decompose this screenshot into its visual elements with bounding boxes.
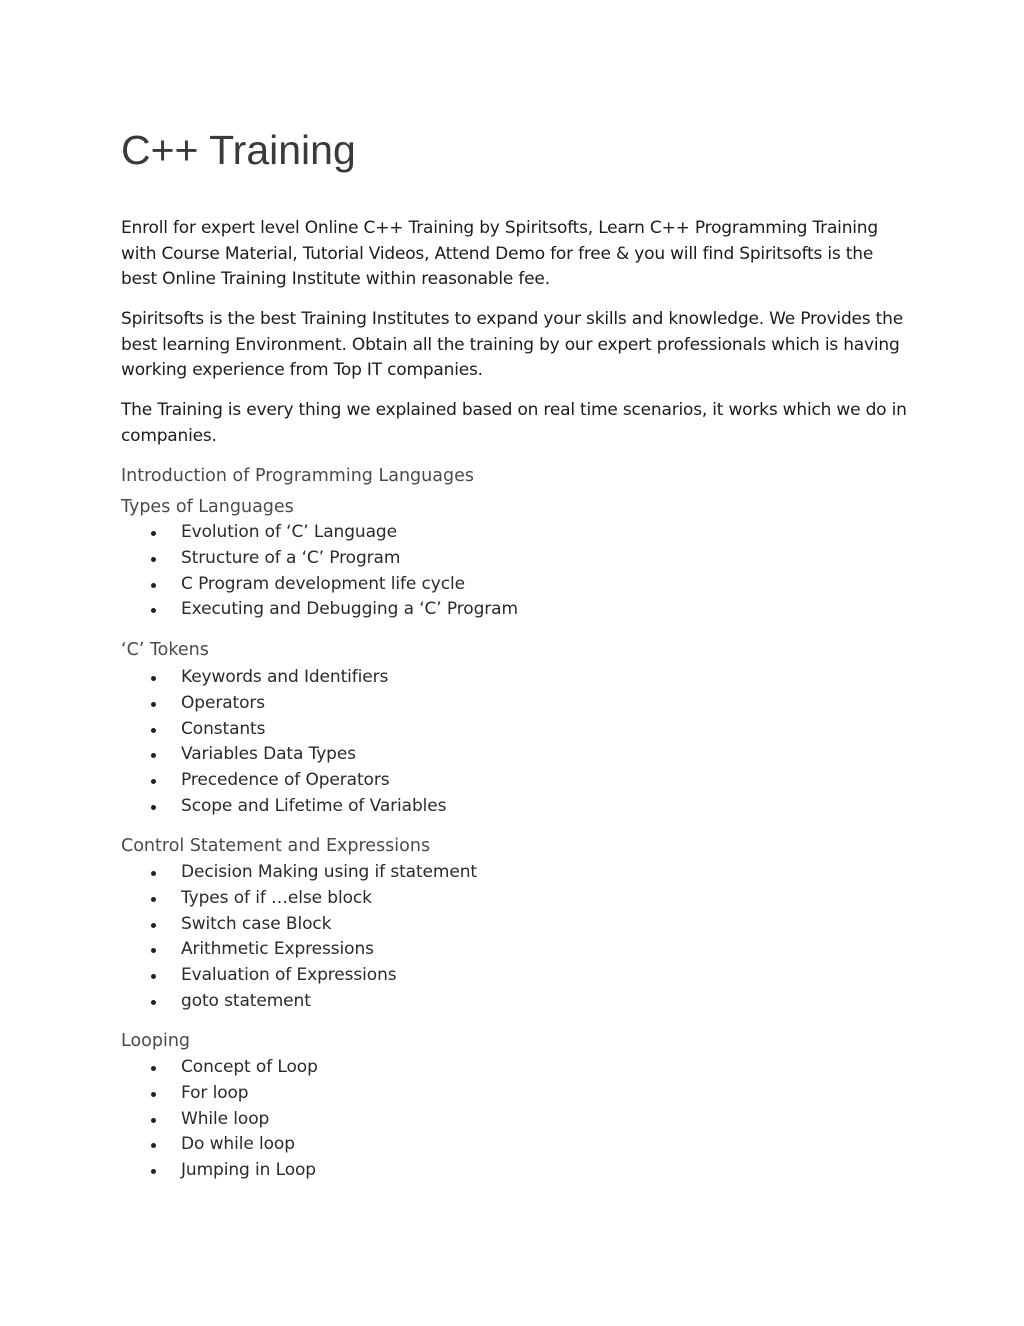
list-item — [121, 768, 446, 794]
bullet-icon — [151, 1092, 156, 1097]
bullet-icon — [151, 1000, 156, 1005]
list-item — [121, 1055, 318, 1081]
bullet-icon — [151, 948, 156, 953]
list-item-label: Scope and Lifetime of Variables — [181, 795, 447, 816]
list-item — [121, 989, 477, 1015]
control-statements-list — [121, 860, 477, 1015]
bullet-icon — [151, 557, 156, 562]
list-item — [121, 742, 446, 768]
section-heading-types-of-languages: Types of Languages — [121, 497, 294, 517]
bullet-icon — [151, 805, 156, 810]
bullet-icon — [151, 779, 156, 784]
list-item-label: Switch case Block — [181, 913, 332, 934]
bullet-icon — [151, 608, 156, 613]
list-item-label: Do while loop — [181, 1134, 295, 1155]
list-item — [121, 860, 477, 886]
list-item — [121, 963, 477, 989]
list-item — [121, 665, 446, 691]
list-item — [121, 1132, 318, 1158]
list-item-label: Precedence of Operators — [181, 770, 390, 791]
bullet-icon — [151, 531, 156, 536]
list-item — [121, 546, 518, 572]
list-item — [121, 1081, 318, 1107]
list-item — [121, 794, 446, 820]
list-item-label: Operators — [181, 692, 266, 713]
c-tokens-list — [121, 665, 446, 820]
training-paragraph: The Training is every thing we explained based on real time scenarios, it works which we do in companies. — [121, 400, 907, 446]
bullet-icon — [151, 1143, 156, 1148]
list-item — [121, 912, 477, 938]
bullet-icon — [151, 923, 156, 928]
list-item — [121, 520, 518, 546]
bullet-icon — [151, 974, 156, 979]
list-item-label: Structure of a ‘C’ Program — [181, 547, 401, 568]
list-item — [121, 886, 477, 912]
list-item-label: Variables Data Types — [181, 744, 356, 765]
bullet-icon — [151, 753, 156, 758]
types-of-languages-list — [121, 520, 518, 623]
bullet-icon — [151, 1118, 156, 1123]
list-item-label: Constants — [181, 718, 266, 739]
page-title: C++ Training — [121, 127, 356, 173]
list-item — [121, 717, 446, 743]
list-item-label: Concept of Loop — [181, 1057, 318, 1077]
list-item — [121, 597, 518, 623]
list-item-label: Keywords and Identifiers — [181, 667, 389, 687]
list-item-label: Types of if …else block — [181, 887, 372, 908]
looping-list — [121, 1055, 318, 1184]
intro-paragraph: Enroll for expert level Online C++ Training by Spiritsofts, Learn C++ Programming Training with Course Material, Tutorial Videos, Attend Demo for free & you will find Spiritsofts is the best Online Training Institute within reasonable fee. — [121, 218, 878, 290]
list-item — [121, 572, 518, 598]
bullet-icon — [151, 897, 156, 902]
list-item-label: Arithmetic Expressions — [181, 939, 374, 960]
section-heading-introduction: Introduction of Programming Languages — [121, 466, 474, 486]
list-item-label: Executing and Debugging a ‘C’ Program — [181, 599, 518, 620]
about-paragraph: Spiritsofts is the best Training Institutes to expand your skills and knowledge. We Provides the best learning Environment. Obtain all the training by our expert professionals which is having working experience from Top IT companies. — [121, 309, 903, 381]
section-heading-control-statements: Control Statement and Expressions — [121, 836, 431, 856]
bullet-icon — [151, 1066, 156, 1071]
bullet-icon — [151, 676, 156, 681]
list-item-label: Decision Making using if statement — [181, 862, 477, 882]
bullet-icon — [151, 728, 156, 733]
section-heading-looping: Looping — [121, 1031, 191, 1051]
list-item-label: Evolution of ‘C’ Language — [181, 522, 397, 542]
list-item-label: Jumping in Loop — [181, 1160, 316, 1181]
list-item-label: For loop — [181, 1082, 249, 1103]
section-heading-c-tokens: ‘C’ Tokens — [121, 640, 209, 660]
list-item — [121, 1107, 318, 1133]
list-item-label: While loop — [181, 1108, 270, 1129]
bullet-icon — [151, 1169, 156, 1174]
bullet-icon — [151, 702, 156, 707]
list-item-label: goto statement — [181, 990, 311, 1011]
list-item-label: Evaluation of Expressions — [181, 965, 397, 986]
list-item — [121, 937, 477, 963]
list-item-label: C Program development life cycle — [181, 573, 465, 594]
bullet-icon — [151, 583, 156, 588]
list-item — [121, 691, 446, 717]
list-item — [121, 1158, 318, 1184]
bullet-icon — [151, 871, 156, 876]
